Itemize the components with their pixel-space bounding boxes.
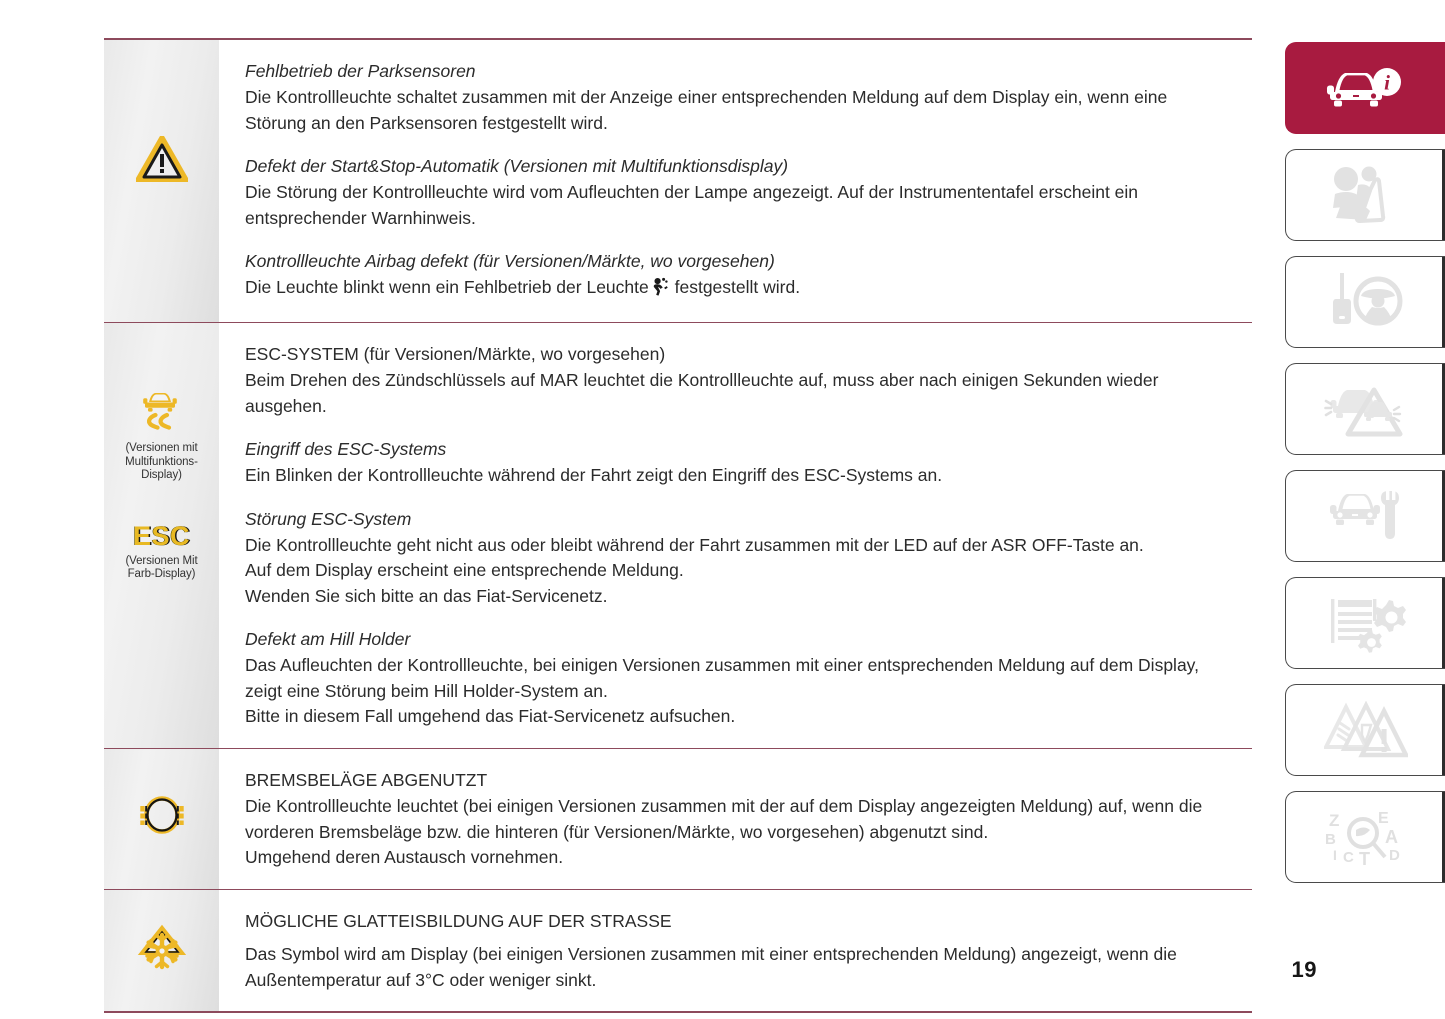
block-line-part: festgestellt wird. [674,277,801,297]
svg-text:T: T [1358,849,1370,866]
block-heading: ESC-SYSTEM (für Versionen/Märkte, wo vorgesehen) [245,344,666,365]
text-block [245,248,1252,304]
block-line-part: Die Leuchte blinkt wenn ein Fehlbetrieb der Leuchte [245,277,649,297]
block-line: Ein Blinken der Kontrollleuchte während der Fahrt zeigt den Eingriff des ESC-Systems an. [245,465,943,486]
svg-text:Z: Z [1328,811,1339,830]
block-line: Das Aufleuchten der Kontrollleuchte, bei einigen Versionen zusammen mit einer entsprechenden Meldung auf dem Display, [245,655,1199,676]
block-line: Beim Drehen des Zündschlüssels auf MAR leuchtet die Kontrollleuchte auf, muss aber nach einigen Sekunden wieder [245,370,1159,391]
text-block [245,506,1252,610]
text-block [245,341,1252,419]
block-line: entsprechender Warnhinweis. [245,207,476,228]
block-line: Außentemperatur auf 3°C oder weniger sinkt. [245,969,597,990]
block-heading: MÖGLICHE GLATTEISBILDUNG AUF DER STRASSE [245,911,672,932]
section-esc-system [104,323,1252,748]
icon-caption [125,442,198,483]
block-line: Die Störung der Kontrollleuchte wird vom Aufleuchten der Lampe angezeigt. Auf der Instrumententafel erscheint ein [245,182,1139,202]
text-block [245,626,1252,730]
section-ice-warning [104,890,1252,1011]
tab-car-info[interactable] [1285,42,1445,134]
block-line: Auf dem Display erscheint eine entsprechende Meldung. [245,560,684,581]
car-wrench-icon [1324,487,1408,545]
tab-technical-data[interactable] [1285,577,1445,669]
block-heading: BREMSBELÄGE ABGENUTZT [245,770,488,791]
text-block [245,767,1252,871]
block-line: Umgehend deren Austausch vornehmen. [245,847,564,868]
block-line: Die Kontrollleuchte geht nicht aus oder bleibt während der Fahrt zusammen mit der LED auf der ASR OFF-Taste an. [245,534,1144,555]
icon-caption-line: (Versionen Mit [125,554,198,567]
alphabet-magnifier-icon [1323,808,1409,866]
svg-text:A: A [1384,827,1398,847]
text-cell [219,40,1252,322]
icon-cell [104,749,219,889]
svg-text:I: I [1332,847,1337,863]
warning-triangles-icon [1324,701,1408,759]
block-heading: Kontrollleuchte Airbag defekt (für Versionen/Märkte, wo vorgesehen) [245,251,775,271]
text-cell [219,890,1252,1011]
block-line: ausgehen. [245,395,327,416]
icon-caption-line: Display) [141,469,182,482]
block-heading: Defekt der Start&Stop-Automatik (Versionen mit Multifunktionsdisplay) [245,156,789,176]
airbag-person-icon [651,277,668,304]
icon-cell [104,890,219,1011]
block-line: vorderen Bremsbeläge bzw. die hinteren (für Versionen/Märkte, wo vorgesehen) abgenutzt sind. [245,821,989,842]
tab-starting-driving[interactable] [1285,256,1445,348]
block-heading: Defekt am Hill Holder [245,629,411,650]
section-divider-bottom [104,1011,1252,1013]
block-line-with-icon [245,275,1252,304]
icon-caption-2 [125,555,197,582]
svg-text:B: B [1324,831,1336,848]
section-parking-sensors [104,40,1252,322]
text-block [245,436,1252,489]
icon-caption-line: (Versionen mit [125,442,198,455]
icon-cell [104,40,219,322]
icon-caption-line: Multifunktions- [125,455,198,468]
page-number: 19 [1291,957,1317,982]
icon-cell [104,323,219,748]
car-info-icon [1325,62,1407,114]
block-heading: Fehlbetrieb der Parksensoren [245,61,476,81]
tab-warning-lights[interactable] [1285,684,1445,776]
text-cell [219,749,1252,889]
key-steering-wheel-icon [1326,271,1406,333]
ice-warning-icon [137,923,187,976]
text-cell [219,323,1252,748]
tab-safety[interactable] [1285,149,1445,241]
svg-text:D: D [1388,847,1400,864]
brake-pad-wear-icon [137,793,187,842]
block-line: Die Kontrollleuchte leuchtet (bei einigen Versionen zusammen mit der auf dem Display angezeigten Meldung) auf, wenn die [245,796,1203,817]
svg-text:i: i [1383,70,1390,95]
text-block [245,58,1252,136]
svg-text:E: E [1377,810,1389,827]
content-column [104,38,1252,1013]
car-hazard-triangle-icon [1324,378,1408,440]
list-gears-icon [1325,593,1407,653]
tab-maintenance[interactable] [1285,470,1445,562]
section-brake-pads [104,749,1252,889]
esc-skid-car-icon [139,385,185,438]
block-heading: Eingriff des ESC-Systems [245,439,447,460]
seatbelt-passenger-icon [1327,164,1405,226]
block-line: Das Symbol wird am Display (bei einigen Versionen zusammen mit einer entsprechenden Meldung) angezeigt, wenn die [245,944,1177,965]
text-block [245,908,1252,993]
chapter-tab-rail [1285,42,1445,898]
svg-text:C: C [1342,849,1354,866]
tab-emergency[interactable] [1285,363,1445,455]
block-line: Störung an den Parksensoren festgestellt wird. [245,112,608,133]
block-line: zeigt eine Störung beim Hill Holder-System an. [245,680,608,701]
block-line: Bitte in diesem Fall umgehend das Fiat-Servicenetz aufsuchen. [245,706,736,727]
text-block [245,153,1252,231]
block-line: Die Kontrollleuchte schaltet zusammen mit der Anzeige einer entsprechenden Meldung auf dem Display ein, wenn eine [245,87,1168,107]
tab-index[interactable] [1285,791,1445,883]
block-line: Wenden Sie sich bitte an das Fiat-Servicenetz. [245,585,608,606]
esc-text-icon: ESC [132,520,191,551]
warning-triangle-icon [136,136,188,187]
icon-caption-line: Farb-Display) [127,568,196,581]
block-heading: Störung ESC-System [245,508,412,529]
